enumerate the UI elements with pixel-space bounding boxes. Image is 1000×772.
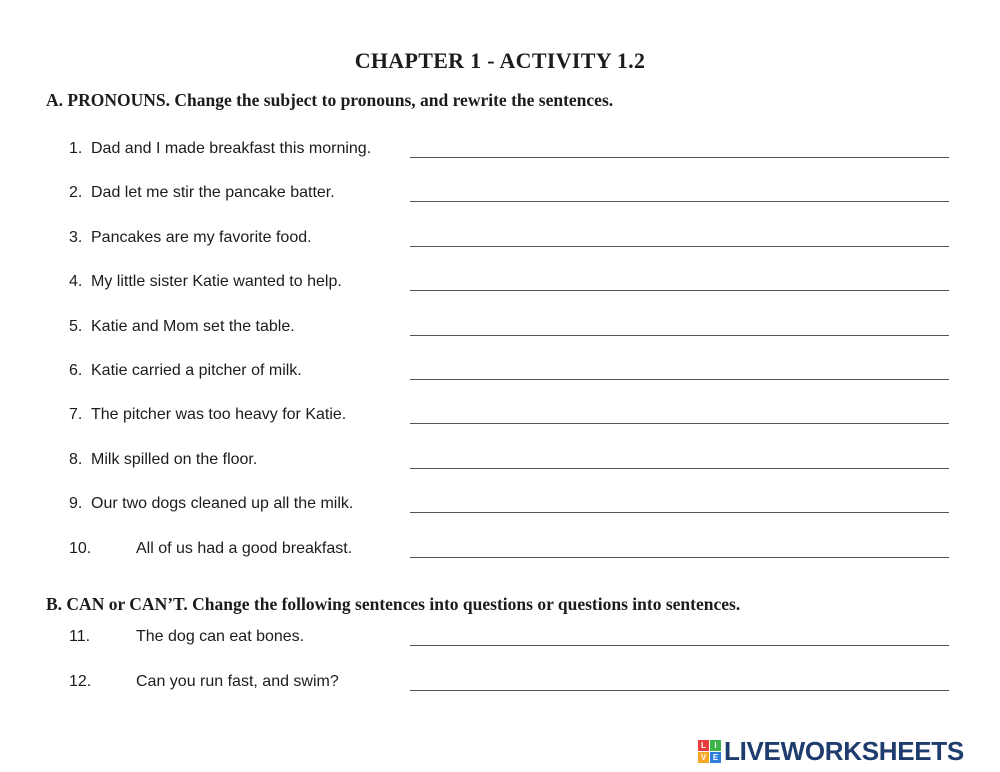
item-number: 8. (69, 450, 83, 468)
item-number: 12. (69, 673, 92, 690)
exercise-item (0, 489, 1000, 533)
logo-letter-v: V (698, 752, 709, 763)
exercise-item (0, 134, 1000, 178)
liveworksheets-logo-icon (698, 740, 721, 763)
section-b-heading: B. CAN or CAN’T. Change the following sentences into questions or questions into sentences. (46, 594, 741, 614)
exercise-item (0, 534, 1000, 578)
item-sentence: Katie and Mom set the table. (91, 317, 295, 335)
exercise-item (0, 622, 1000, 667)
answer-line[interactable] (410, 557, 949, 558)
exercise-item (0, 267, 1000, 311)
section-a-heading: A. PRONOUNS. Change the subject to pronouns, and rewrite the sentences. (46, 90, 614, 110)
exercise-item (0, 667, 1000, 712)
section-a-list (0, 134, 1000, 578)
item-sentence: Dad let me stir the pancake batter. (91, 184, 335, 202)
answer-line[interactable] (410, 645, 949, 646)
exercise-item (0, 445, 1000, 489)
item-number: 10. (69, 539, 92, 557)
answer-line[interactable] (410, 246, 949, 247)
page-title: CHAPTER 1 - ACTIVITY 1.2 (354, 48, 646, 73)
item-number: 1. (69, 140, 83, 157)
item-number: 5. (69, 317, 83, 335)
exercise-item (0, 356, 1000, 400)
item-sentence: Our two dogs cleaned up all the milk. (91, 495, 354, 513)
logo-letter-l: L (698, 740, 709, 751)
logo-wordmark: LIVEWORKSHEETS (724, 736, 964, 766)
item-sentence: Dad and I made breakfast this morning. (91, 140, 372, 157)
exercise-item (0, 223, 1000, 267)
answer-line[interactable] (410, 379, 949, 380)
item-number: 2. (69, 184, 83, 202)
item-number: 9. (69, 495, 83, 513)
item-sentence: All of us had a good breakfast. (136, 539, 353, 557)
answer-line[interactable] (410, 335, 949, 336)
item-sentence: Katie carried a pitcher of milk. (91, 361, 302, 379)
item-sentence: The dog can eat bones. (136, 628, 305, 645)
answer-line[interactable] (410, 157, 949, 158)
liveworksheets-logo (698, 736, 964, 766)
answer-line[interactable] (410, 512, 949, 513)
item-sentence: Can you run fast, and swim? (136, 673, 339, 690)
section-b-list (0, 622, 1000, 712)
logo-letter-i: I (710, 740, 721, 751)
exercise-item (0, 312, 1000, 356)
item-number: 11. (69, 628, 91, 645)
item-sentence: My little sister Katie wanted to help. (91, 273, 342, 291)
item-sentence: Milk spilled on the floor. (91, 450, 258, 468)
item-sentence: The pitcher was too heavy for Katie. (91, 406, 347, 424)
answer-line[interactable] (410, 290, 949, 291)
item-number: 3. (69, 228, 83, 246)
item-number: 4. (69, 273, 83, 291)
logo-letter-e: E (710, 752, 721, 763)
exercise-item (0, 178, 1000, 222)
exercise-item (0, 400, 1000, 444)
answer-line[interactable] (410, 468, 949, 469)
answer-line[interactable] (410, 201, 949, 202)
answer-line[interactable] (410, 423, 949, 424)
answer-line[interactable] (410, 690, 949, 691)
item-sentence: Pancakes are my favorite food. (91, 228, 312, 246)
item-number: 6. (69, 361, 83, 379)
item-number: 7. (69, 406, 83, 424)
